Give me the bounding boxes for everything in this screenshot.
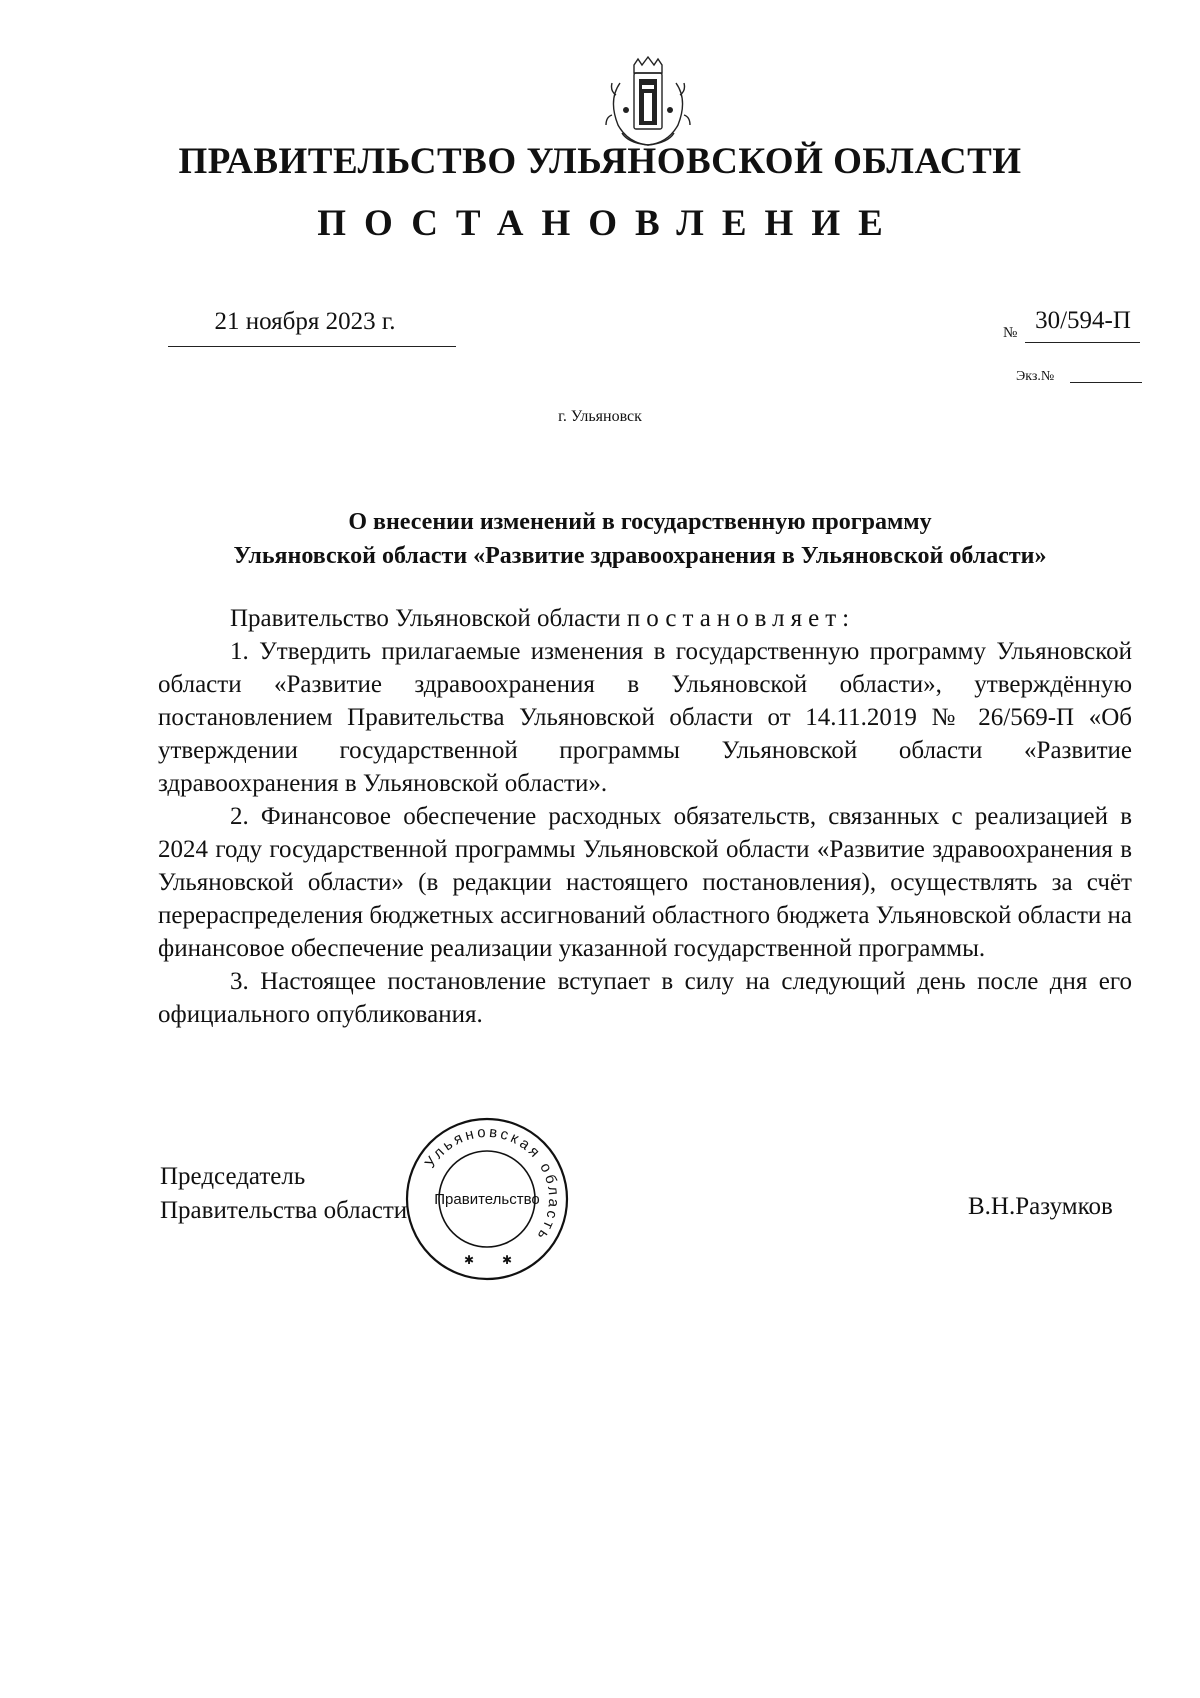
preamble-subject: Правительство Ульяновской области <box>230 605 627 632</box>
svg-text:Ульяновская область <box>422 1124 563 1245</box>
preamble <box>158 602 1132 635</box>
paragraph-1: 1. Утвердить прилагаемые изменения в государственную программу Ульяновской области «Развитие здравоохранения в Ульяновской области», утверждённую постановлением Правительства Ульяновской области от 14.11.2019 № 26/569-П «Об утверждении государственной программы Ульяновской области «Развитие здравоохранения в Ульяновской области». <box>158 638 1132 797</box>
copy-number-underline <box>1070 382 1142 383</box>
document-type: ПОСТАНОВЛЕНИЕ <box>317 203 901 244</box>
preamble-verb: постановляет: <box>626 605 856 632</box>
seal-star-icon: ✱ <box>464 1253 475 1267</box>
number-sign: № <box>1003 325 1018 341</box>
signatory-name: В.Н.Разумков <box>968 1193 1113 1220</box>
seal-ring-text: Ульяновская область <box>421 1123 563 1246</box>
paragraph-2: 2. Финансовое обеспечение расходных обязательств, связанных с реализацией в 2024 году государственной программы Ульяновской области «Развитие здравоохранения в Ульяновской области» (в редакции настоящего постановления), осуществлять за счёт перераспределения бюджетных ассигнований областного бюджета Ульяновской области на финансовое обеспечение реализации указанной государственной программы. <box>158 803 1132 962</box>
number-underline <box>1025 342 1140 343</box>
coat-of-arms-icon <box>598 55 698 151</box>
city: г. Ульяновск <box>558 408 642 425</box>
seal-center-text: Правительство <box>434 1191 540 1208</box>
position-line-2: Правительства области <box>160 1197 408 1224</box>
document-body <box>158 602 1132 1031</box>
title-line-2: Ульяновской области «Развитие здравоохранения в Ульяновской области» <box>233 543 1047 569</box>
seal-star-icon: ✱ <box>502 1253 513 1267</box>
document-title <box>150 505 1130 573</box>
signatory-position <box>160 1160 407 1228</box>
copy-number-label: Экз.№ <box>1016 369 1055 384</box>
paragraph-3: 3. Настоящее постановление вступает в силу на следующий день после дня его официального опубликования. <box>158 968 1132 1028</box>
date-underline <box>168 346 456 347</box>
document-number: 30/594-П <box>1035 307 1131 334</box>
title-line-1: О внесении изменений в государственную программу <box>348 509 932 535</box>
document-date: 21 ноября 2023 г. <box>214 308 396 335</box>
government-name: ПРАВИТЕЛЬСТВО УЛЬЯНОВСКОЙ ОБЛАСТИ <box>178 141 1022 182</box>
official-seal <box>402 1114 572 1284</box>
position-line-1: Председатель <box>160 1163 306 1190</box>
